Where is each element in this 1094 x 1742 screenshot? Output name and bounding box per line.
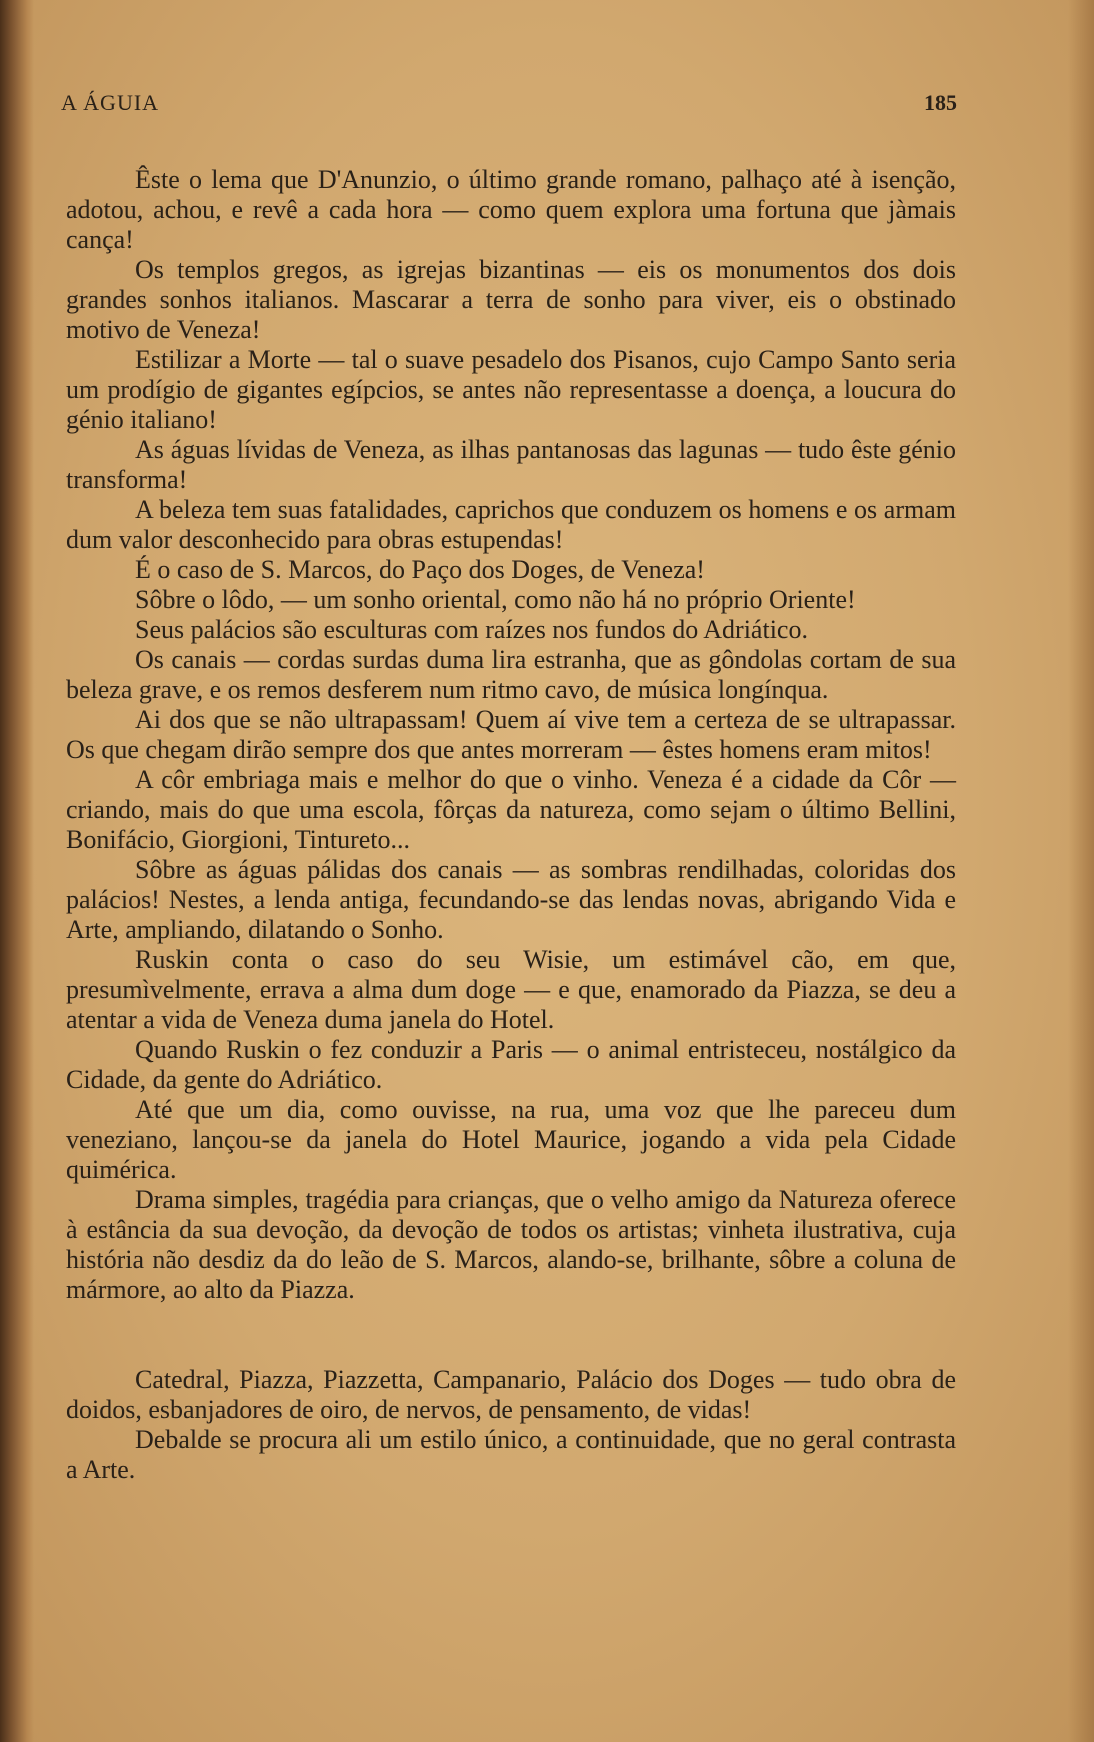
paragraph: Até que um dia, como ouvisse, na rua, uma voz que lhe pareceu dum veneziano, lançou-se da janela do Hotel Maurice, jogando a vida pela Cidade quimérica. bbox=[66, 1095, 956, 1184]
body-text bbox=[66, 165, 956, 1485]
paragraph: Drama simples, tragédia para crianças, que o velho amigo da Natureza oferece à estância da sua devoção, da devoção de todos os artistas; vinheta ilustrativa, cuja história não desdiz da do leão de S. Marcos, alando-se, brilhante, sôbre a coluna de mármore, ao alto da Piazza. bbox=[66, 1185, 956, 1304]
page-number: 185 bbox=[924, 90, 957, 115]
paragraph: Ruskin conta o caso do seu Wisie, um estimável cão, em que, presumìvelmente, errava a alma dum doge — e que, enamorado da Piazza, se deu a atentar a vida de Veneza duma janela do Hotel. bbox=[66, 945, 956, 1034]
paragraph: A côr embriaga mais e melhor do que o vinho. Veneza é a cidade da Côr — criando, mais do que uma escola, fôrças da natureza, como sejam o último Bellini, Bonifácio, Giorgioni, Tintureto... bbox=[66, 765, 956, 854]
paragraph: Debalde se procura ali um estilo único, a continuidade, que no geral contrasta a Arte. bbox=[66, 1425, 956, 1484]
running-head bbox=[61, 90, 957, 120]
page-binding-shadow bbox=[0, 0, 34, 1742]
paragraph: É o caso de S. Marcos, do Paço dos Doges, de Veneza! bbox=[135, 555, 705, 584]
paragraph: Sôbre o lôdo, — um sonho oriental, como não há no próprio Oriente! bbox=[135, 585, 856, 614]
paragraph: A beleza tem suas fatalidades, caprichos que conduzem os homens e os armam dum valor desconhecido para obras estupendas! bbox=[66, 495, 956, 554]
paragraph: Estilizar a Morte — tal o suave pesadelo dos Pisanos, cujo Campo Santo seria um prodígio de gigantes egípcios, se antes não representasse a doença, a loucura do génio italiano! bbox=[66, 345, 956, 434]
paragraph: Os canais — cordas surdas duma lira estranha, que as gôndolas cortam de sua beleza grave, e os remos desferem num ritmo cavo, de música longínqua. bbox=[66, 645, 956, 704]
paragraph: Seus palácios são esculturas com raízes nos fundos do Adriático. bbox=[135, 615, 808, 644]
paragraph: As águas lívidas de Veneza, as ilhas pantanosas das lagunas — tudo êste génio transforma! bbox=[66, 435, 956, 494]
paragraph: Os templos gregos, as igrejas bizantinas — eis os monumentos dos dois grandes sonhos italianos. Mascarar a terra de sonho para viver, eis o obstinado motivo de Veneza! bbox=[66, 255, 956, 344]
paragraph: Êste o lema que D'Anunzio, o último grande romano, palhaço até à isenção, adotou, achou, e revê a cada hora — como quem explora uma fortuna que jàmais cança! bbox=[66, 165, 956, 254]
section-break bbox=[66, 1305, 956, 1365]
paragraph: Catedral, Piazza, Piazzetta, Campanario, Palácio dos Doges — tudo obra de doidos, esbanjadores de oiro, de nervos, de pensamento, de vidas! bbox=[66, 1365, 956, 1424]
paragraph: Ai dos que se não ultrapassam! Quem aí vive tem a certeza de se ultrapassar. Os que chegam dirão sempre dos que antes morreram — êstes homens eram mitos! bbox=[66, 705, 956, 764]
paragraph: Sôbre as águas pálidas dos canais — as sombras rendilhadas, coloridas dos palácios! Nestes, a lenda antiga, fecundando-se das lendas novas, abrigando Vida e Arte, ampliando, dilatando o Sonho. bbox=[66, 855, 956, 944]
paragraph: Quando Ruskin o fez conduzir a Paris — o animal entristeceu, nostálgico da Cidade, da gente do Adriático. bbox=[66, 1035, 956, 1094]
page-edge-shadow bbox=[1068, 0, 1094, 1742]
journal-title: A ÁGUIA bbox=[61, 90, 160, 115]
